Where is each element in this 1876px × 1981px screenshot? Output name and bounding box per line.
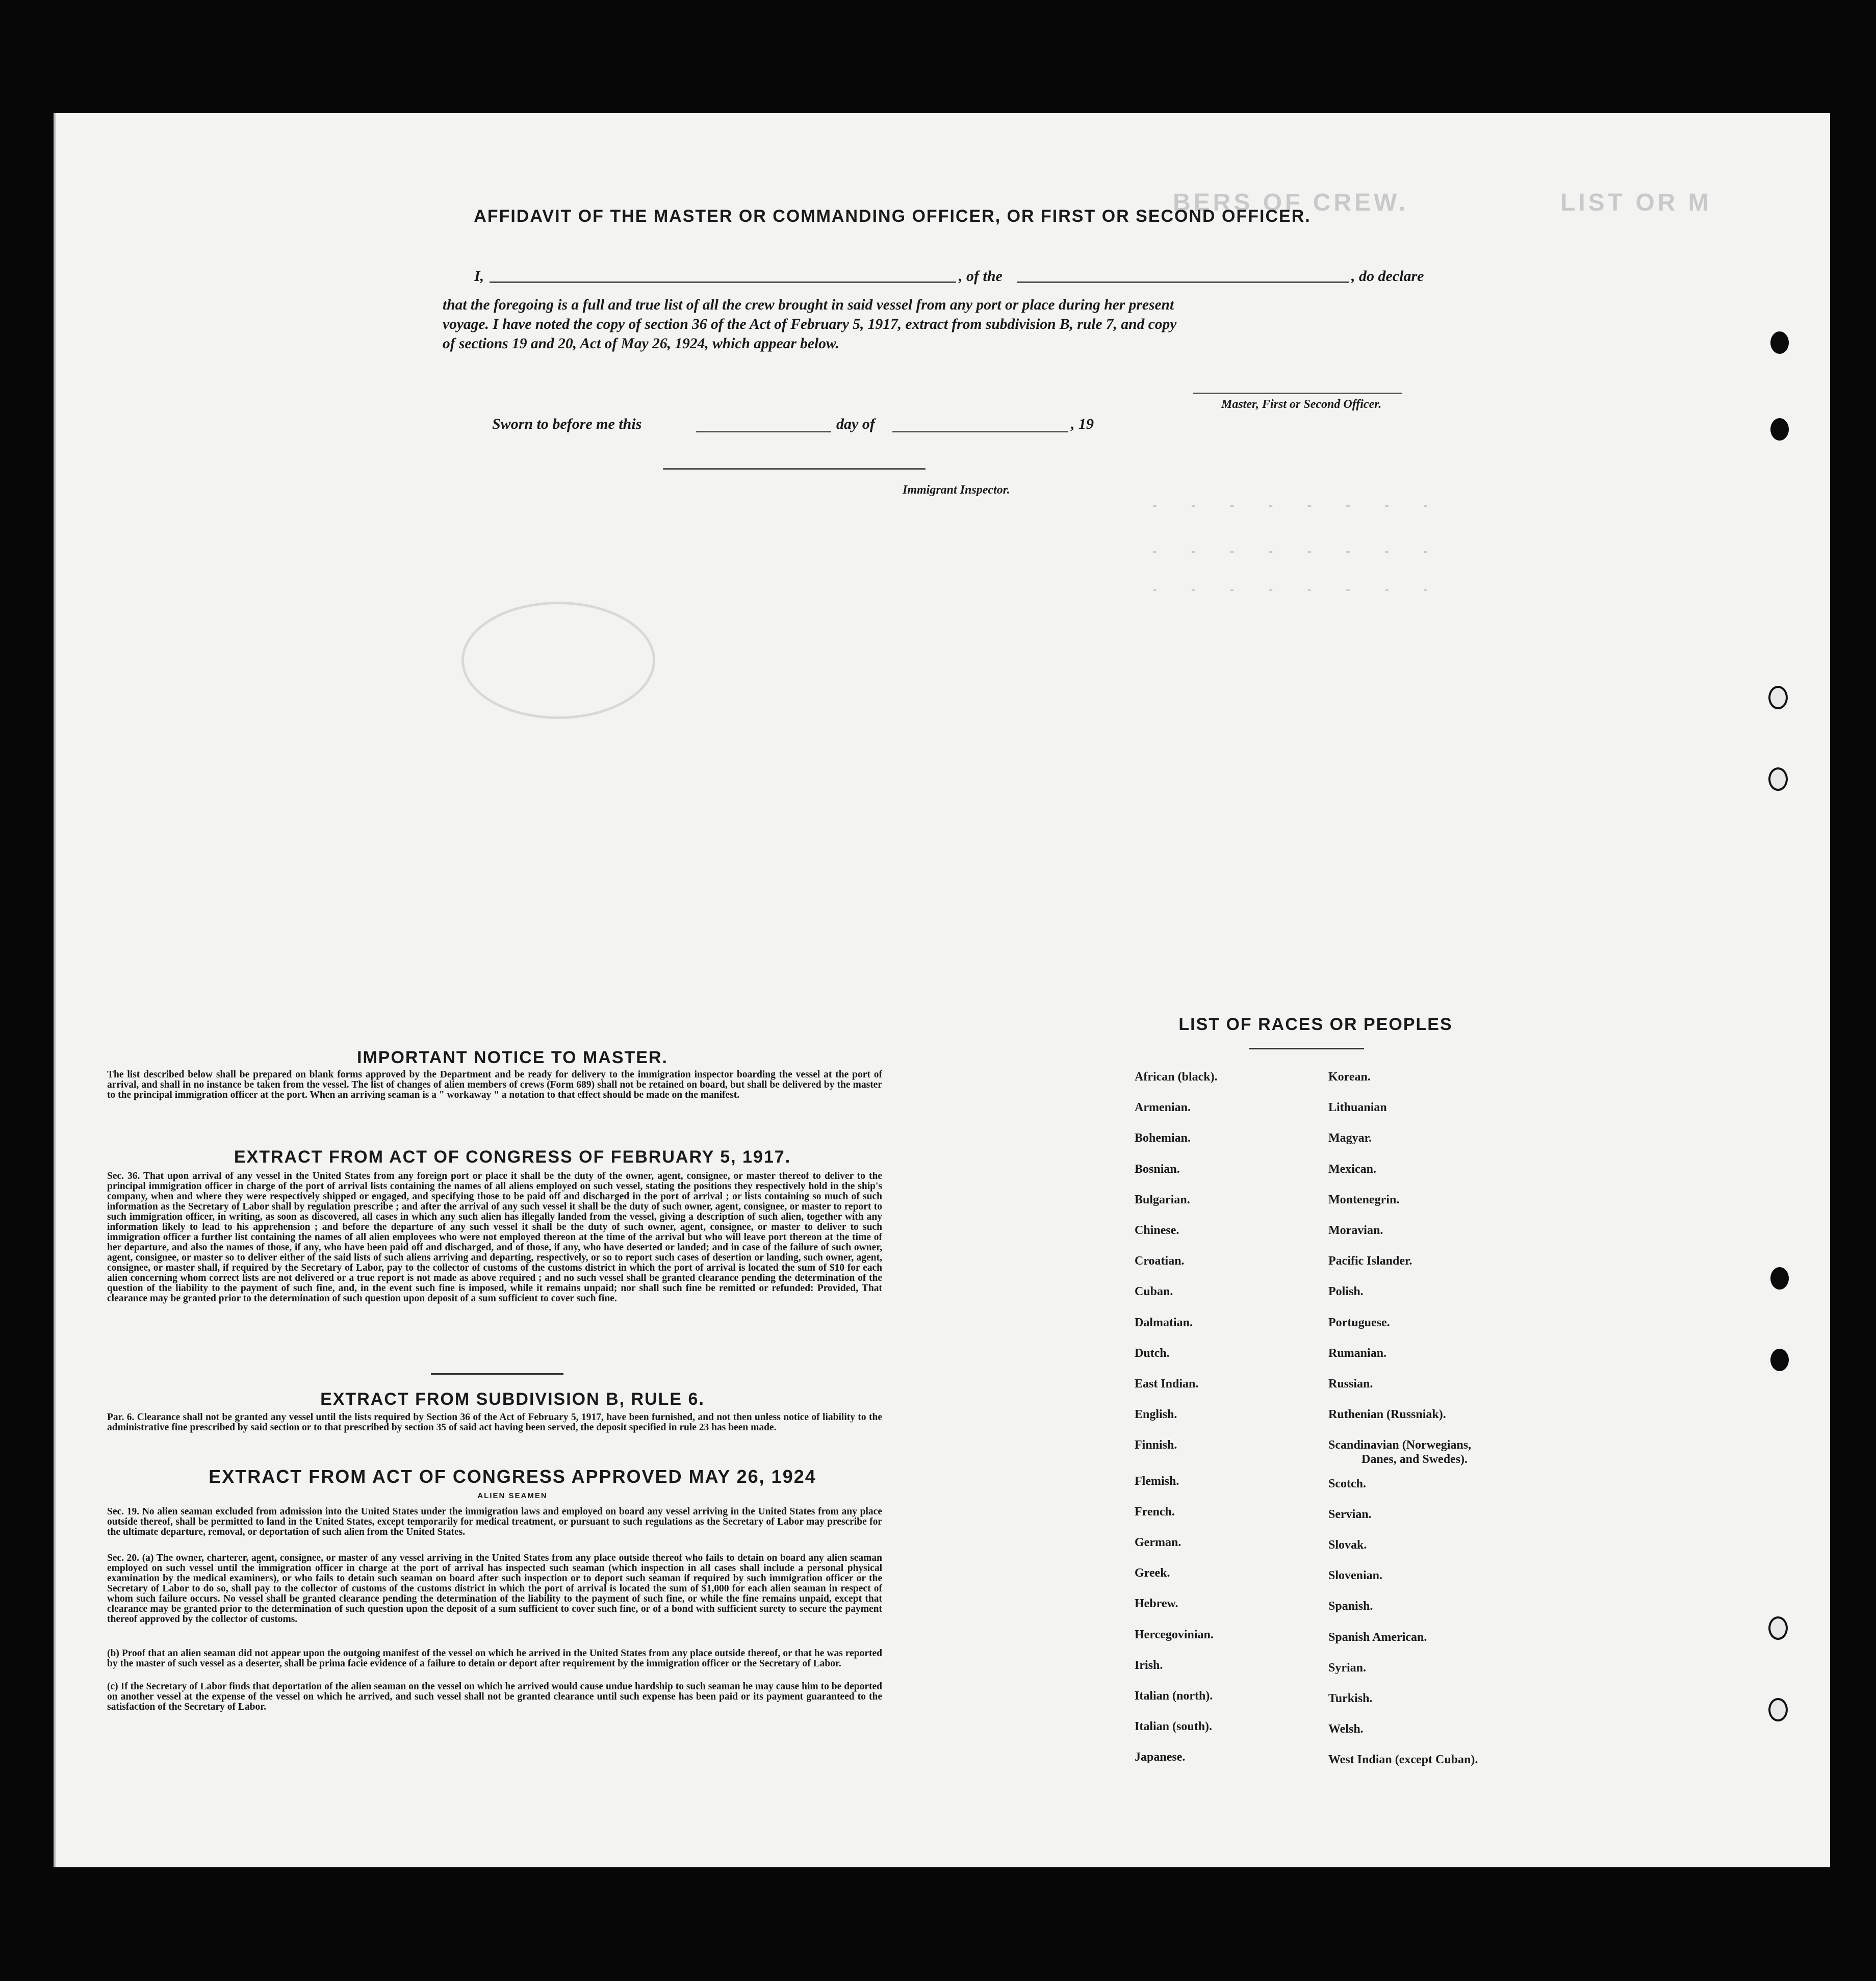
inspector-signature-line[interactable] bbox=[663, 468, 926, 470]
race-item-right: Spanish. bbox=[1328, 1600, 1373, 1613]
race-item-right: Moravian. bbox=[1328, 1224, 1383, 1237]
race-item-right: Montenegrin. bbox=[1328, 1193, 1400, 1206]
race-item-left: Italian (north). bbox=[1135, 1689, 1213, 1703]
race-item-left: Bohemian. bbox=[1135, 1131, 1191, 1145]
vessel-name-line[interactable] bbox=[1017, 281, 1349, 283]
affidavit-i-label: I, bbox=[474, 268, 484, 285]
race-item-right: Magyar. bbox=[1328, 1131, 1372, 1145]
race-item-left: East Indian. bbox=[1135, 1377, 1199, 1391]
race-item-right: Portuguese. bbox=[1328, 1316, 1390, 1329]
extract-1924-subtitle: ALIEN SEAMEN bbox=[477, 1491, 548, 1500]
extract-1917-text: Sec. 36. That upon arrival of any vessel in the United States from any foreign port or place it shall be the duty of the owner, agent, consignee, or master thereof to deliver to the principal immigration officer in charge of the port of arrival lists containing the names of all aliens employed on such vessel, stating the positions they respectively hold in the ship's company, when and where they were respectively shipped or engaged, and specifying those to be paid off and discharged in the port of arrival ; or lists containing so much of such information as the Secretary of Labor shall by regulation prescribe ; and after the arrival of any such vessel it shall be the duty of such owner, agent, consignee, or master to report to such immigration officer, in writing, as soon as discovered, all cases in which any such alien has illegally landed from the vessel, giving a description of such alien, together with any information likely to lead to his apprehension ; and before the departure of any such vessel it shall be the duty of such owner, agent, consignee, or master to deliver to such immigration officer a further list containing the names of all alien employees who were not employed thereon at the time of the arrival but who will leave port thereon at the time of her departure, and also the names of those, if any, who have been paid off and discharged, and of those, if any, who have deserted or landed; and in case of the failure of such owner, agent, consignee, or master so to deliver either of the said lists of such aliens arriving and departing, respectively, or so to report such cases of desertion or landing, such owner, agent, consignee, or master shall, if required by the Secretary of Labor, pay to the collector of customs of the customs district in which the port of arrival is located the sum of $10 for each alien concerning whom correct lists are not delivered or a true report is not made as above required ; and no such vessel shall be granted clearance pending the determination of the question of the liability to the payment of such fine, and, in the event such fine is imposed, while it remains unpaid; nor shall such fine be remitted or refunded: Provided, That clearance may be granted prior to the determination of such question upon deposit of a sum sufficient to cover such fine. bbox=[107, 1171, 882, 1304]
binder-hole bbox=[1770, 331, 1789, 354]
year-label: , 19 bbox=[1071, 416, 1094, 432]
race-item-left: Bulgarian. bbox=[1135, 1193, 1190, 1206]
race-item-right: Servian. bbox=[1328, 1507, 1372, 1521]
extract-1924-title: EXTRACT FROM ACT OF CONGRESS APPROVED MAY 26, 1924 bbox=[209, 1466, 816, 1487]
bleed-through-rows: - - - - - - - - bbox=[1152, 497, 1443, 512]
master-name-line[interactable] bbox=[490, 281, 956, 283]
sworn-month-line[interactable] bbox=[892, 431, 1068, 432]
race-item-left: Bosnian. bbox=[1135, 1162, 1180, 1176]
race-item-right: Scandinavian (Norwegians, bbox=[1328, 1438, 1472, 1452]
race-item-right: Rumanian. bbox=[1328, 1346, 1387, 1360]
races-title-underline bbox=[1249, 1048, 1364, 1049]
race-item-right: Lithuanian bbox=[1328, 1101, 1387, 1115]
binder-hole bbox=[1768, 686, 1788, 709]
race-scandinavian-continuation: Danes, and Swedes). bbox=[1361, 1453, 1468, 1466]
section-divider bbox=[431, 1373, 563, 1375]
race-item-left: Croatian. bbox=[1135, 1254, 1185, 1268]
race-item-right: Mexican. bbox=[1328, 1162, 1376, 1176]
race-item-left: French. bbox=[1135, 1505, 1175, 1519]
race-item-left: Armenian. bbox=[1135, 1101, 1191, 1115]
race-item-left: African (black). bbox=[1135, 1070, 1218, 1084]
binder-hole bbox=[1768, 1616, 1788, 1640]
binder-hole bbox=[1770, 1267, 1789, 1290]
race-item-right: Russian. bbox=[1328, 1377, 1373, 1391]
bleed-through-rows: - - - - - - - - bbox=[1152, 543, 1443, 558]
sworn-day-line[interactable] bbox=[696, 431, 831, 432]
race-item-left: Finnish. bbox=[1135, 1438, 1177, 1452]
race-item-left: Greek. bbox=[1135, 1566, 1170, 1580]
race-item-left: German. bbox=[1135, 1536, 1181, 1549]
extract-1924-sec20c: (c) If the Secretary of Labor finds that deportation of the alien seaman on the vessel on which he arrived would cause undue hardship to such seaman he may cause him to be deported on another vessel at the expense of the vessel on which he arrived, and such vessel shall not be granted clearance until such expense has been paid or its payment guaranteed to the satisfaction of the Secretary of Labor. bbox=[107, 1681, 882, 1712]
race-item-right: Syrian. bbox=[1328, 1661, 1367, 1675]
race-item-right: Turkish. bbox=[1328, 1692, 1373, 1705]
extract-1924-sec20b: (b) Proof that an alien seaman did not appear upon the outgoing manifest of the vessel on which he arrived in the United States from any place outside thereof, or that he was reported by the master of such vessel as a deserter, shall be prima facie evidence of a failure to detain or deport after requirement by the immigration officer or the Secretary of Labor. bbox=[107, 1648, 882, 1669]
race-item-left: Hercegovinian. bbox=[1135, 1628, 1214, 1641]
race-item-right: Polish. bbox=[1328, 1285, 1364, 1299]
race-item-left: English. bbox=[1135, 1408, 1177, 1422]
extract-1924-sec20a: Sec. 20. (a) The owner, charterer, agent, consignee, or master of any vessel arriving in the United States from any place outside thereof who fails to detain on board any alien seaman employed on such vessel until the immigration officer in charge at the port of arrival has inspected such seaman (which inspection in all cases shall include a personal physical examination by the medical examiners), or who fails to detain such seaman on board after such inspection or to deport such seaman if required by such immigration officer or the Secretary of Labor to do so, shall pay to the collector of customs of the customs district in which the port of arrival is located the sum of $1,000 for each alien seaman in respect of whom such failure occurs. No vessel shall be granted clearance pending the determination of the liability to the payment of such fine, or while the fine remains unpaid, except that clearance may be granted prior to the determination of such question upon the deposit of a sum sufficient to cover such fine, or of a bond with sufficient surety to secure the payment thereof approved by the collector of customs. bbox=[107, 1553, 882, 1625]
race-item-left: Dalmatian. bbox=[1135, 1316, 1193, 1329]
race-item-right: Slovenian. bbox=[1328, 1569, 1383, 1583]
race-item-left: Irish. bbox=[1135, 1658, 1163, 1672]
affidavit-body-line-3: of sections 19 and 20, Act of May 26, 1924, which appear below. bbox=[443, 336, 839, 352]
race-item-right: Welsh. bbox=[1328, 1722, 1364, 1736]
inspector-label: Immigrant Inspector. bbox=[903, 483, 1010, 497]
extract-1924-sec19: Sec. 19. No alien seaman excluded from admission into the United States under the immigration laws and employed on board any vessel arriving in the United States from any place outside thereof, shall be permitted to land in the United States, except temporarily for medical treatment, or pursuant to such regulations as the Secretary of Labor may prescribe for the ultimate departure, removal, or deportation of such alien from the United States. bbox=[107, 1506, 882, 1537]
master-signature-label: Master, First or Second Officer. bbox=[1221, 398, 1382, 411]
master-signature-line[interactable] bbox=[1193, 393, 1402, 394]
race-item-right: Pacific Islander. bbox=[1328, 1254, 1412, 1268]
race-item-left: Cuban. bbox=[1135, 1285, 1173, 1299]
race-item-right: Scotch. bbox=[1328, 1477, 1366, 1490]
bleed-through-rows: - - - - - - - - bbox=[1152, 581, 1443, 597]
affidavit-body-line-2: voyage. I have noted the copy of section 36 of the Act of February 5, 1917, extract from subdivision B, rule 7, and copy bbox=[443, 316, 1177, 332]
binder-hole bbox=[1768, 767, 1788, 791]
race-item-left: Dutch. bbox=[1135, 1346, 1170, 1360]
binder-hole bbox=[1770, 418, 1789, 441]
bleed-through-text: BERS OF CREW. bbox=[1173, 189, 1409, 216]
race-item-left: Hebrew. bbox=[1135, 1597, 1178, 1611]
affidavit-title: AFFIDAVIT OF THE MASTER OR COMMANDING OFFICER, OR FIRST OR SECOND OFFICER. bbox=[474, 207, 1311, 226]
races-title: LIST OF RACES OR PEOPLES bbox=[1178, 1015, 1453, 1034]
race-item-right: West Indian (except Cuban). bbox=[1328, 1753, 1478, 1767]
race-item-left: Japanese. bbox=[1135, 1751, 1186, 1764]
race-item-right: Slovak. bbox=[1328, 1538, 1367, 1552]
race-item-left: Chinese. bbox=[1135, 1224, 1179, 1237]
subdivision-b-title: EXTRACT FROM SUBDIVISION B, RULE 6. bbox=[320, 1390, 705, 1409]
binder-hole bbox=[1770, 1349, 1789, 1371]
race-item-right: Ruthenian (Russniak). bbox=[1328, 1408, 1446, 1422]
of-the-label: , of the bbox=[959, 268, 1003, 285]
binder-hole bbox=[1768, 1698, 1788, 1721]
do-declare-label: , do declare bbox=[1351, 268, 1424, 285]
race-item-left: Flemish. bbox=[1135, 1474, 1179, 1488]
race-item-right: Spanish American. bbox=[1328, 1630, 1427, 1644]
extract-1917-title: EXTRACT FROM ACT OF CONGRESS OF FEBRUARY 5, 1917. bbox=[234, 1147, 791, 1167]
faded-stamp bbox=[461, 602, 655, 719]
day-of-label: day of bbox=[836, 416, 875, 432]
notice-text: The list described below shall be prepared on blank forms approved by the Department and be ready for delivery to the immigration inspector boarding the vessel at the port of arrival, and shall in no instance be taken from the vessel. The list of changes of alien members of crews (Form 689) shall not be retained on board, but shall be delivered by the master to the principal immigration officer at the port. When an arriving seaman is a " workaway " a notation to that effect should be made on the manifest. bbox=[107, 1069, 882, 1100]
notice-title: IMPORTANT NOTICE TO MASTER. bbox=[357, 1048, 668, 1067]
subdivision-b-text: Par. 6. Clearance shall not be granted any vessel until the lists required by Section 36 of the Act of February 5, 1917, have been furnished, and not then unless notice of liability to the administrative fine prescribed by said section or to that prescribed by section 35 of said act having been served, the deposit specified in rule 23 has been made. bbox=[107, 1412, 882, 1433]
affidavit-body-line-1: that the foregoing is a full and true list of all the crew brought in said vessel from any port or place during her present bbox=[443, 297, 1174, 313]
sworn-label: Sworn to before me this bbox=[492, 416, 642, 432]
race-item-right: Korean. bbox=[1328, 1070, 1371, 1084]
bleed-through-text: LIST OR M bbox=[1560, 189, 1712, 216]
race-item-left: Italian (south). bbox=[1135, 1720, 1213, 1734]
